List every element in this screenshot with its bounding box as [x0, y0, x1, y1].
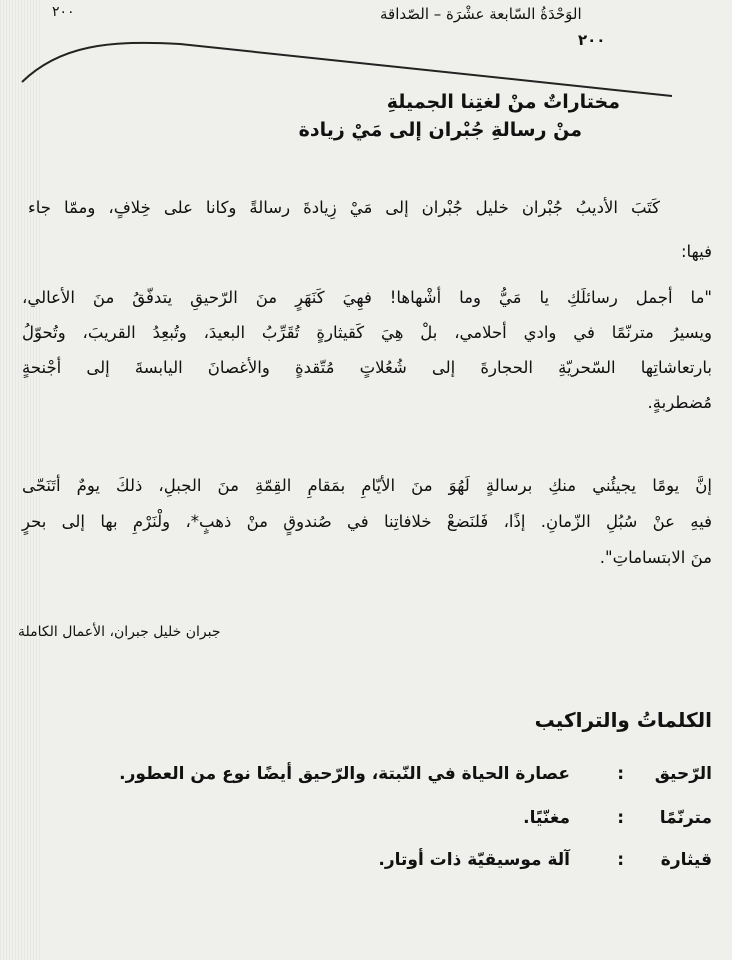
- paragraph-line: مُضطربةٍ.: [647, 393, 712, 412]
- citation: جبران خليل جبران، الأعمال الكاملة: [18, 624, 221, 640]
- vocab-separator: :: [617, 850, 624, 870]
- vocab-word: الرّحيق: [654, 764, 712, 784]
- intro-line: كَتَبَ الأديبُ جُبْران خليل جُبْران إلى مَيْ زِيادةَ رسالةً وكانا على خِلافٍ، وممّا جاء: [28, 198, 660, 217]
- page-number: ٢٠٠: [578, 31, 606, 49]
- vocab-separator: :: [617, 808, 624, 828]
- header-rule: [0, 0, 732, 110]
- unit-title: الوَحْدَةُ السّابعة عشْرَة – الصّداقة: [380, 5, 582, 23]
- vocabulary-heading: الكلماتُ والتراكيب: [534, 708, 712, 732]
- intro-line: فيها:: [680, 242, 712, 261]
- vocab-separator: :: [617, 764, 624, 784]
- vocab-word: قيثارة: [660, 850, 712, 870]
- paragraph-line: منَ الابتساماتِ".: [599, 548, 712, 567]
- paragraph-line: بارتعاشاتِها السّحريّةِ الحجارةَ إلى شُعُلاتٍ مُتّقدةٍ والأغصانَ اليابسةَ إلى أجْنحةٍ: [22, 358, 712, 377]
- paragraph-line: ويسيرُ مترنّمًا في وادي أحلامي، بلْ هِيَ كَقيثارةٍ تُقَرِّبُ البعيدَ، وتُبعِدُ القريبَ، وتُحوّلُ: [22, 323, 712, 342]
- vocab-meaning: آلة موسيقيّة ذات أوتار.: [378, 850, 570, 870]
- paragraph-line: "ما أجمل رسائلَكِ يا مَيُّ وما أشْهاها! فهِيَ كَنَهَرٍ منَ الرّحيقِ يتدفّقُ منَ الأعالي،: [22, 288, 712, 307]
- paragraph-line: فيهِ عنْ سُبُلِ الزّمانِ. إذًا، فَلنَضعْ خلافاتِنا في صُندوقٍ منْ ذهبٍ*، ولْنَرْمِ بها إلى بحرٍ: [22, 512, 712, 531]
- paragraph-line: إنَّ يومًا يجيئُني منكِ برسالةٍ لَهُوَ منَ الأيّامِ بمَقامِ القِمّةِ منَ الجبلِ، ذلكَ يومٌ أتَنَحّى: [22, 476, 712, 495]
- letter-subtitle: منْ رسالةِ جُبْران إلى مَيْ زيادة: [298, 119, 582, 141]
- section-title: مختاراتٌ منْ لغتِنا الجميلةِ: [386, 91, 620, 113]
- vocab-meaning: مغنّيًا.: [523, 808, 570, 828]
- vocab-word: مترنّمًا: [659, 808, 712, 828]
- page-number-top: ٢٠٠: [52, 4, 75, 20]
- vocab-meaning: عصارة الحياة في النّبتة، والرّحيق أيضًا نوع من العطور.: [119, 764, 570, 784]
